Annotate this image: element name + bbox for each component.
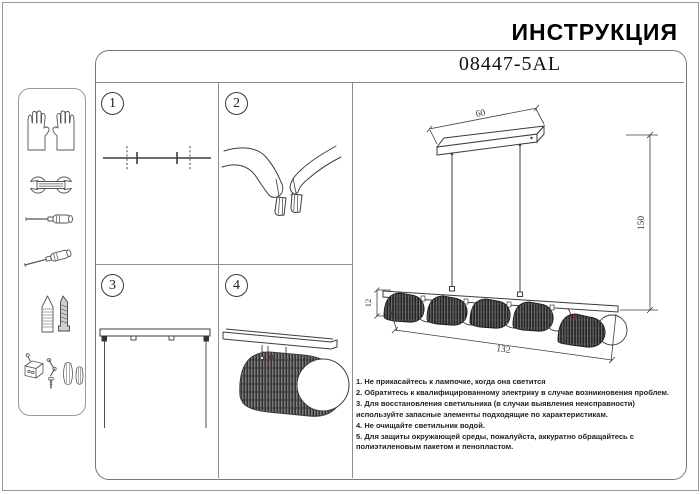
step-3-number: 3: [101, 274, 124, 297]
svg-text:60: 60: [475, 108, 487, 120]
step-1-drawing: [95, 82, 218, 264]
tools-icons: [18, 88, 84, 414]
dimension-suspension-height: [620, 132, 658, 313]
screwdriver-angled-icon: [24, 249, 72, 269]
note-line: 5. Для защиты окружающей среды, пожалуйста, аккуратно обращайтесь с: [356, 431, 634, 441]
svg-text:132: 132: [495, 344, 512, 356]
note-line: полиэтиленовым пакетом и пенопластом.: [356, 442, 514, 452]
gloves-icon: [28, 111, 74, 150]
mounting-hardware-icon: [25, 354, 83, 388]
step-3-drawing: [95, 264, 218, 479]
fastener-mark: [573, 315, 577, 319]
anchor-screw-icon: [42, 296, 70, 332]
step-2-number: 2: [225, 92, 248, 115]
step-2-drawing: [218, 82, 352, 264]
fastener-mark: [269, 355, 273, 359]
step-4-number: 4: [225, 274, 248, 297]
svg-text:150: 150: [637, 215, 647, 231]
suspension-cables: [452, 144, 520, 296]
note-line: 3. Для восстановления светильника (в случаи выявления неисправности): [356, 398, 635, 408]
fixture-diagram: [352, 82, 686, 382]
page-title: ИНСТРУКЦИЯ: [511, 19, 678, 45]
svg-text:12: 12: [363, 298, 373, 308]
screwdriver-icon: [26, 215, 73, 223]
model-number: 08447-5AL: [458, 53, 562, 75]
safety-notes: [356, 377, 686, 453]
note-line: 4. Не очищайте светильник водой.: [356, 420, 485, 430]
step-4-drawing: [218, 264, 352, 479]
step-1-number: 1: [101, 92, 124, 115]
wrench-icon: [23, 177, 79, 193]
note-line: 1. Не прикасайтесь к лампочке, когда она светится: [356, 377, 546, 386]
note-line: используйте запасные элементы подходящие по характеристикам.: [356, 409, 608, 419]
canopy: [437, 126, 544, 155]
note-line: 2. Обратитесь к квалифицированному электрику в случае возникновения проблем.: [356, 387, 670, 397]
shades: [384, 293, 605, 347]
